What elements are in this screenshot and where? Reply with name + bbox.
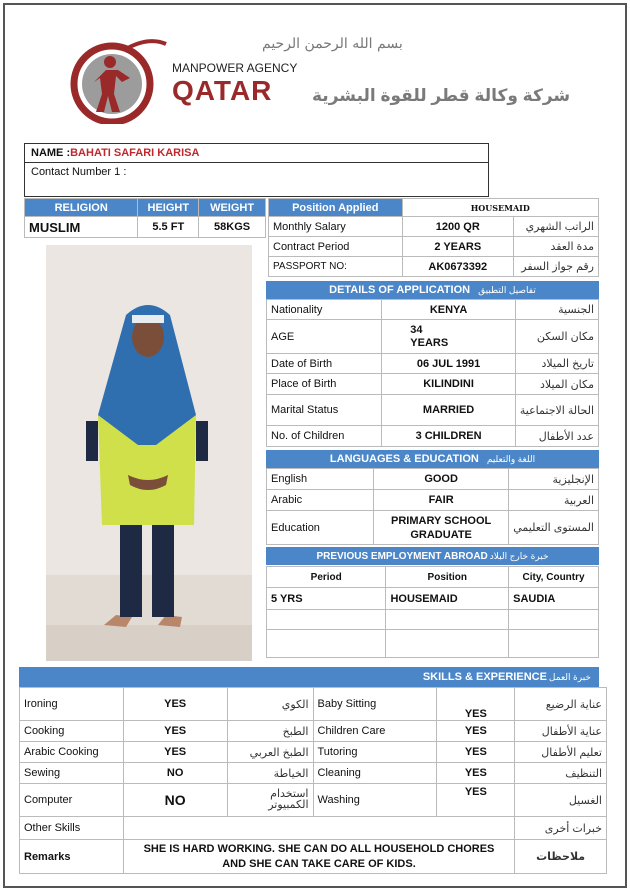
- skills-title-ar: خبرة العمل: [548, 672, 591, 682]
- job-value-salary: 1200 QR: [402, 217, 513, 237]
- lang-label-english: English: [267, 469, 374, 490]
- skill-ar: الخياطة: [227, 763, 313, 784]
- position-value: HOUSEMAID: [402, 199, 598, 217]
- app-label-pob: Place of Birth: [267, 374, 382, 395]
- agency-line: MANPOWER AGENCY: [172, 61, 298, 75]
- skill-ar: الغسيل: [515, 784, 607, 817]
- emp-empty-cell: [267, 610, 386, 630]
- other-skills-value: [123, 817, 515, 840]
- languages-title-ar: اللغة والتعليم: [486, 454, 536, 464]
- languages-title: LANGUAGES & EDUCATION: [329, 453, 479, 465]
- height-header: HEIGHT: [138, 199, 199, 217]
- agency-logo: [64, 28, 168, 124]
- languages-section-header: [266, 450, 599, 468]
- skill-label: Sewing: [20, 763, 124, 784]
- age-unit: YEARS: [410, 336, 449, 349]
- app-value-dob: 06 JUL 1991: [382, 354, 516, 374]
- app-label-marital: Marital Status: [267, 395, 382, 426]
- skills-title: SKILLS & EXPERIENCE: [422, 671, 547, 683]
- remarks-value: [123, 840, 515, 874]
- skill-ar: استخدام الكمبيوتر: [227, 784, 313, 817]
- emp-empty-cell: [386, 630, 509, 658]
- weight-value: 58KGS: [199, 217, 266, 238]
- app-ar-pob: مكان الميلاد: [515, 374, 598, 395]
- application-section-header: [266, 281, 599, 299]
- skill-value: YES: [437, 784, 515, 817]
- skill-value: YES: [123, 742, 227, 763]
- skill-value: YES: [123, 721, 227, 742]
- app-value-marital: MARRIED: [382, 395, 516, 426]
- contact-label: Contact Number 1 :: [31, 166, 127, 178]
- lang-label-arabic: Arabic: [267, 490, 374, 511]
- lang-ar-english: الإنجليزية: [509, 469, 599, 490]
- employment-title-ar: خبرة خارج البلاد: [489, 551, 549, 561]
- job-value-contract: 2 YEARS: [402, 237, 513, 257]
- position-header: Position Applied: [269, 199, 403, 217]
- lang-value-education: [374, 511, 509, 545]
- emp-header-position: Position: [386, 567, 509, 588]
- position-table: [268, 198, 599, 277]
- application-title: DETAILS OF APPLICATION: [329, 284, 471, 296]
- lang-ar-education: المستوى التعليمي: [509, 511, 599, 545]
- skill-label: Baby Sitting: [313, 688, 437, 721]
- skill-ar: الطبخ العربي: [227, 742, 313, 763]
- remarks-line1: SHE IS HARD WORKING. SHE CAN DO ALL HOUSEHOLD CHORES: [143, 842, 495, 855]
- skill-ar: عناية الأطفال: [515, 721, 607, 742]
- skill-value: YES: [123, 688, 227, 721]
- age-number: 34: [410, 323, 423, 336]
- app-value-nationality: KENYA: [382, 300, 516, 320]
- app-label-age: AGE: [267, 320, 382, 354]
- education-line2: GRADUATE: [410, 528, 472, 541]
- employment-table: [266, 566, 599, 658]
- emp-empty-cell: [386, 610, 509, 630]
- lang-label-education: Education: [267, 511, 374, 545]
- skill-ar: التنظيف: [515, 763, 607, 784]
- application-title-ar: تفاصيل التطبيق: [478, 285, 536, 295]
- candidate-photo: [46, 245, 252, 661]
- name-row: [25, 144, 488, 163]
- app-ar-age: مكان السكن: [515, 320, 598, 354]
- app-value-pob: KILINDINI: [382, 374, 516, 395]
- candidate-name: BAHATI SAFARI KARISA: [70, 147, 200, 159]
- skill-label: Cleaning: [313, 763, 437, 784]
- other-skills-ar: خبرات أخرى: [515, 817, 607, 840]
- remarks-label: Remarks: [20, 840, 124, 874]
- skill-label: Ironing: [20, 688, 124, 721]
- lang-value-arabic: FAIR: [374, 490, 509, 511]
- job-ar-salary: الراتب الشهري: [514, 217, 599, 237]
- religion-header: RELIGION: [25, 199, 138, 217]
- emp-header-period: Period: [267, 567, 386, 588]
- app-ar-nationality: الجنسية: [515, 300, 598, 320]
- emp-position: HOUSEMAID: [386, 588, 509, 610]
- name-label: NAME :: [31, 147, 71, 159]
- lang-ar-arabic: العربية: [509, 490, 599, 511]
- height-value: 5.5 FT: [138, 217, 199, 238]
- skill-label: Computer: [20, 784, 124, 817]
- skill-ar: تعليم الأطفال: [515, 742, 607, 763]
- remarks-ar: ملاحظات: [515, 840, 607, 874]
- languages-table: [266, 468, 599, 545]
- education-line1: PRIMARY SCHOOL: [391, 514, 492, 527]
- basic-info-table: [24, 198, 266, 238]
- job-label-contract: Contract Period: [269, 237, 403, 257]
- skill-value: YES: [437, 688, 515, 721]
- skill-value: YES: [437, 721, 515, 742]
- app-label-nationality: Nationality: [267, 300, 382, 320]
- religion-value: MUSLIM: [25, 217, 138, 238]
- weight-header: WEIGHT: [199, 199, 266, 217]
- other-skills-label: Other Skills: [20, 817, 124, 840]
- skill-label: Children Care: [313, 721, 437, 742]
- app-ar-children: عدد الأطفال: [515, 426, 598, 447]
- app-value-children: 3 CHILDREN: [382, 426, 516, 447]
- skill-label: Washing: [313, 784, 437, 817]
- employment-title: PREVIOUS EMPLOYMENT ABROAD: [316, 551, 488, 562]
- arabic-agency-name: شركة وكالة قطر للقوة البشرية: [312, 86, 571, 105]
- brand-title: QATAR: [172, 75, 273, 106]
- identity-box: [24, 143, 489, 197]
- job-label-salary: Monthly Salary: [269, 217, 403, 237]
- job-value-passport: AK0673392: [402, 257, 513, 277]
- emp-city: SAUDIA: [509, 588, 599, 610]
- skill-label: Cooking: [20, 721, 124, 742]
- job-label-passport: PASSPORT NO:: [269, 257, 403, 277]
- app-label-children: No. of Children: [267, 426, 382, 447]
- skill-label: Tutoring: [313, 742, 437, 763]
- skill-ar: الطبخ: [227, 721, 313, 742]
- emp-period: 5 YRS: [267, 588, 386, 610]
- bismillah-text: بسم الله الرحمن الرحيم: [262, 36, 403, 52]
- employment-section-header: [266, 547, 599, 565]
- job-ar-contract: مدة العقد: [514, 237, 599, 257]
- emp-empty-cell: [509, 630, 599, 658]
- skill-value: YES: [437, 742, 515, 763]
- app-ar-dob: تاريخ الميلاد: [515, 354, 598, 374]
- application-table: [266, 299, 599, 447]
- skills-section-header: [19, 667, 599, 687]
- skills-table: [19, 687, 607, 874]
- app-label-dob: Date of Birth: [267, 354, 382, 374]
- skill-value: YES: [437, 763, 515, 784]
- skill-ar: الكوي: [227, 688, 313, 721]
- app-value-age: [382, 320, 516, 354]
- remarks-line2: AND SHE CAN TAKE CARE OF KIDS.: [222, 857, 416, 870]
- emp-empty-cell: [267, 630, 386, 658]
- skill-value: NO: [123, 784, 227, 817]
- emp-header-city: City, Country: [509, 567, 599, 588]
- emp-empty-cell: [509, 610, 599, 630]
- skill-label: Arabic Cooking: [20, 742, 124, 763]
- skill-ar: عناية الرضيع: [515, 688, 607, 721]
- skill-value: NO: [123, 763, 227, 784]
- lang-value-english: GOOD: [374, 469, 509, 490]
- job-ar-passport: رقم جواز السفر: [514, 257, 599, 277]
- app-ar-marital: الحالة الاجتماعية: [515, 395, 598, 426]
